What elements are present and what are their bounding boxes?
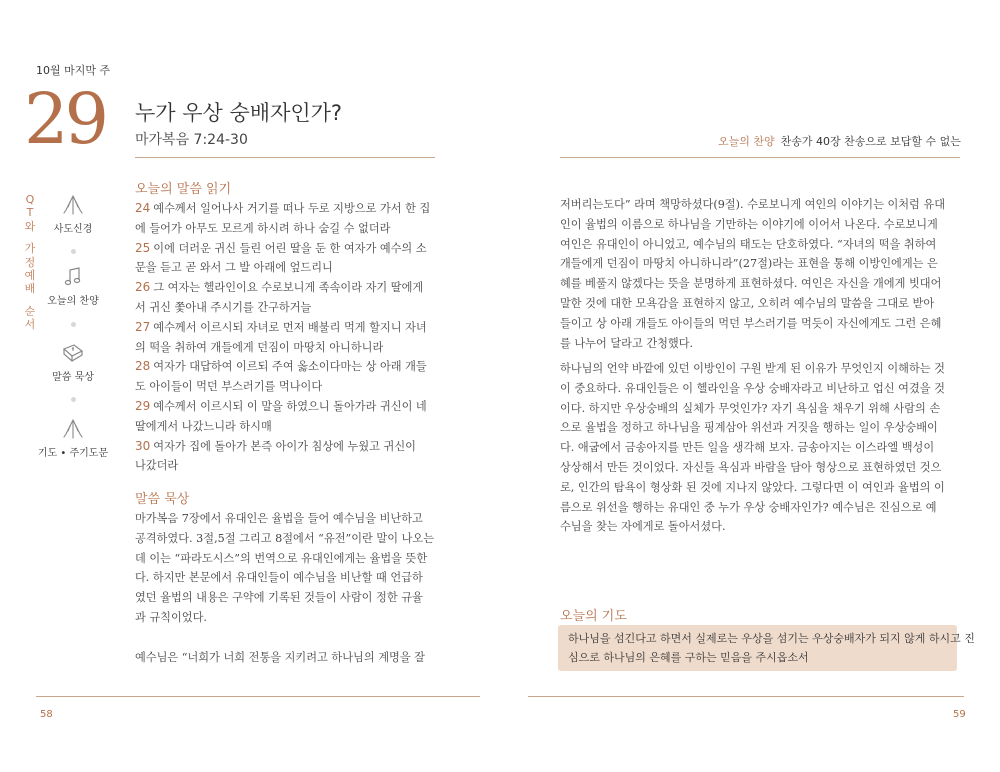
verse-line: 서 귀신 쫓아내 주시기를 간구하거늘 [135, 300, 312, 314]
page-number-left: 58 [40, 709, 53, 720]
verse-line: 25 이에 더러운 귀신 들린 어린 딸을 둔 한 여자가 예수의 소 [135, 240, 427, 255]
step-label: 오늘의 찬양 [47, 296, 99, 307]
meditation-text-left: 마가복음 7장에서 유대인은 율법을 들어 예수님을 비난하고 공격하였다. 3절,5절 그리고 8절에서 “유전”이란 말이 나오는 데 이는 “파라도시스”의 번역으로 유대인에게는 율법을 뜻한 다. 하지만 본문에서 유대인들이 예수님을 비난할 때 언급하 였던 율법의 내용은 구약에 기록된 것들이 사람이 정한 규율 과 규칙이었다. 예수님은 “너희가 너희 전통을 지키려고 하나님의 계명을 잘 [135, 512, 434, 664]
step-apostles-creed [28, 194, 118, 235]
meditation-text-right-1: 저버리는도다” 라며 책망하셨다(9절). 수로보니게 여인의 이야기는 이처럼 유대 인이 율법의 이름으로 하나님을 기만하는 이야기에 이어서 나온다. 수로보니게 여인은 유대인이 아니었고, 예수님의 태도는 단호하였다. “자녀의 떡을 취하여 개들에게 던짐이 마땅치 아니하니라”(27절)라는 표현을 통해 이방인에게는 은 혜를 베풀지 않겠다는 뜻을 분명하게 표현하셨다. 여인은 자신을 개에게 빗대어 말한 것에 대한 모욕감을 표현하지 않고, 오히려 예수님의 말씀을 그대로 받아 들이고 상 아래 개들도 아이들의 먹던 부스러기를 먹듯이 자신에게도 그런 은혜 를 나누어 달라고 간청했다. [560, 198, 946, 350]
verse-line: 24 예수께서 일어나사 거기를 떠나 두로 지방으로 가서 한 집 [135, 201, 431, 215]
meditation-text-right-2: 하나님의 언약 바깥에 있던 이방인이 구원 받게 된 이유가 무엇인지 이해하는 것 이 중요하다. 유대인들은 이 헬라인을 우상 숭배자라고 비난하고 업신 여겼을 것 이다. 하지만 우상숭배의 실체가 무엇인가? 자기 욕심을 채우기 위해 사람의 손 으로 율법을 정하고 하나님을 핑계삼아 위선과 거짓을 행하는 일이 우상숭배이 다. 애굽에서 금송아지를 만든 일을 생각해 보자. 금송아지는 이스라엘 백성이 상상해서 만든 것이었다. 자신들 욕심과 바람을 담아 형상으로 표현하였던 것으 로, 인간의 탐욕이 형상화 된 것에 지나지 않았다. 그렇다면 이 여인과 율법의 이 름으로 위선을 행하는 유대인 중 누가 우상 숭배자인가? 예수님은 진심으로 예 수님을 찾는 자에게로 돌아서셨다. [560, 362, 945, 534]
verse-line: 의 떡을 취하여 개들에게 던짐이 마땅치 아니하니라 [135, 340, 384, 354]
verse-line: 나갔더라 [135, 459, 179, 473]
step-separator [71, 249, 76, 254]
verse-line: 30 여자가 집에 돌아가 본즉 아이가 침상에 누웠고 귀신이 [135, 438, 416, 453]
praying-hands-icon [61, 418, 85, 440]
footer-divider-right [528, 696, 964, 697]
step-meditation [28, 342, 118, 383]
verse-line: 29 예수께서 이르시되 이 말을 하였으니 돌아가라 귀신이 네 [135, 398, 427, 413]
week-label: 10월 마지막 주 [36, 64, 111, 77]
verse-line: 27 예수께서 이르시되 자녀로 먼저 배불리 먹게 할지니 자녀 [135, 319, 427, 334]
footer-divider-left [36, 696, 480, 697]
page-number-right: 59 [953, 709, 966, 720]
prayer-box: 하나님을 섬긴다고 하면서 실제로는 우상을 섬기는 우상숭배자가 되지 않게 하시고 진 심으로 하나님의 은혜를 구하는 믿음을 주시옵소서 [558, 625, 957, 671]
praying-hands-icon [61, 194, 85, 216]
reading-passage [135, 199, 445, 476]
step-separator [71, 322, 76, 327]
hymn-info [718, 133, 961, 149]
prayer-heading: 오늘의 기도 [560, 609, 627, 624]
step-label: 말씀 묵상 [52, 372, 94, 383]
step-separator [71, 397, 76, 402]
verse-line: 26 그 여자는 헬라인이요 수로보니게 족속이라 자기 딸에게 [135, 280, 424, 295]
scripture-reference: 마가복음 7:24-30 [135, 132, 248, 148]
step-label: 사도신경 [53, 224, 93, 235]
step-prayer [28, 418, 118, 459]
verse-line: 딸에게서 나갔느니라 하시매 [135, 419, 272, 433]
header-divider-left [135, 157, 435, 158]
reading-heading: 오늘의 말씀 읽기 [135, 182, 232, 197]
music-note-icon [63, 266, 83, 288]
page-title: 누가 우상 숭배자인가? [135, 101, 343, 125]
verse-line: 도 아이들이 먹던 부스러기를 먹나이다 [135, 380, 323, 394]
day-number: 29 [24, 78, 106, 160]
verse-line: 28 여자가 대답하여 이르되 주여 옳소이다마는 상 아래 개들 [135, 359, 427, 374]
hymn-label: 오늘의 찬양 [718, 135, 775, 148]
vertical-order-label: Q T 와 가 정 예 배 순 서 [24, 193, 36, 332]
header-divider-right [560, 157, 960, 158]
meditation-heading: 말씀 묵상 [135, 492, 190, 507]
verse-line: 에 들어가 아무도 모르게 하시려 하나 숨길 수 없더라 [135, 221, 391, 235]
step-todays-hymn [28, 266, 118, 307]
verse-line: 문을 듣고 곧 와서 그 발 아래에 엎드리니 [135, 261, 333, 275]
step-label: 기도 • 주기도문 [37, 448, 109, 459]
bible-icon [61, 342, 85, 364]
hymn-text: 찬송가 40장 찬송으로 보답할 수 없는 [780, 135, 961, 148]
